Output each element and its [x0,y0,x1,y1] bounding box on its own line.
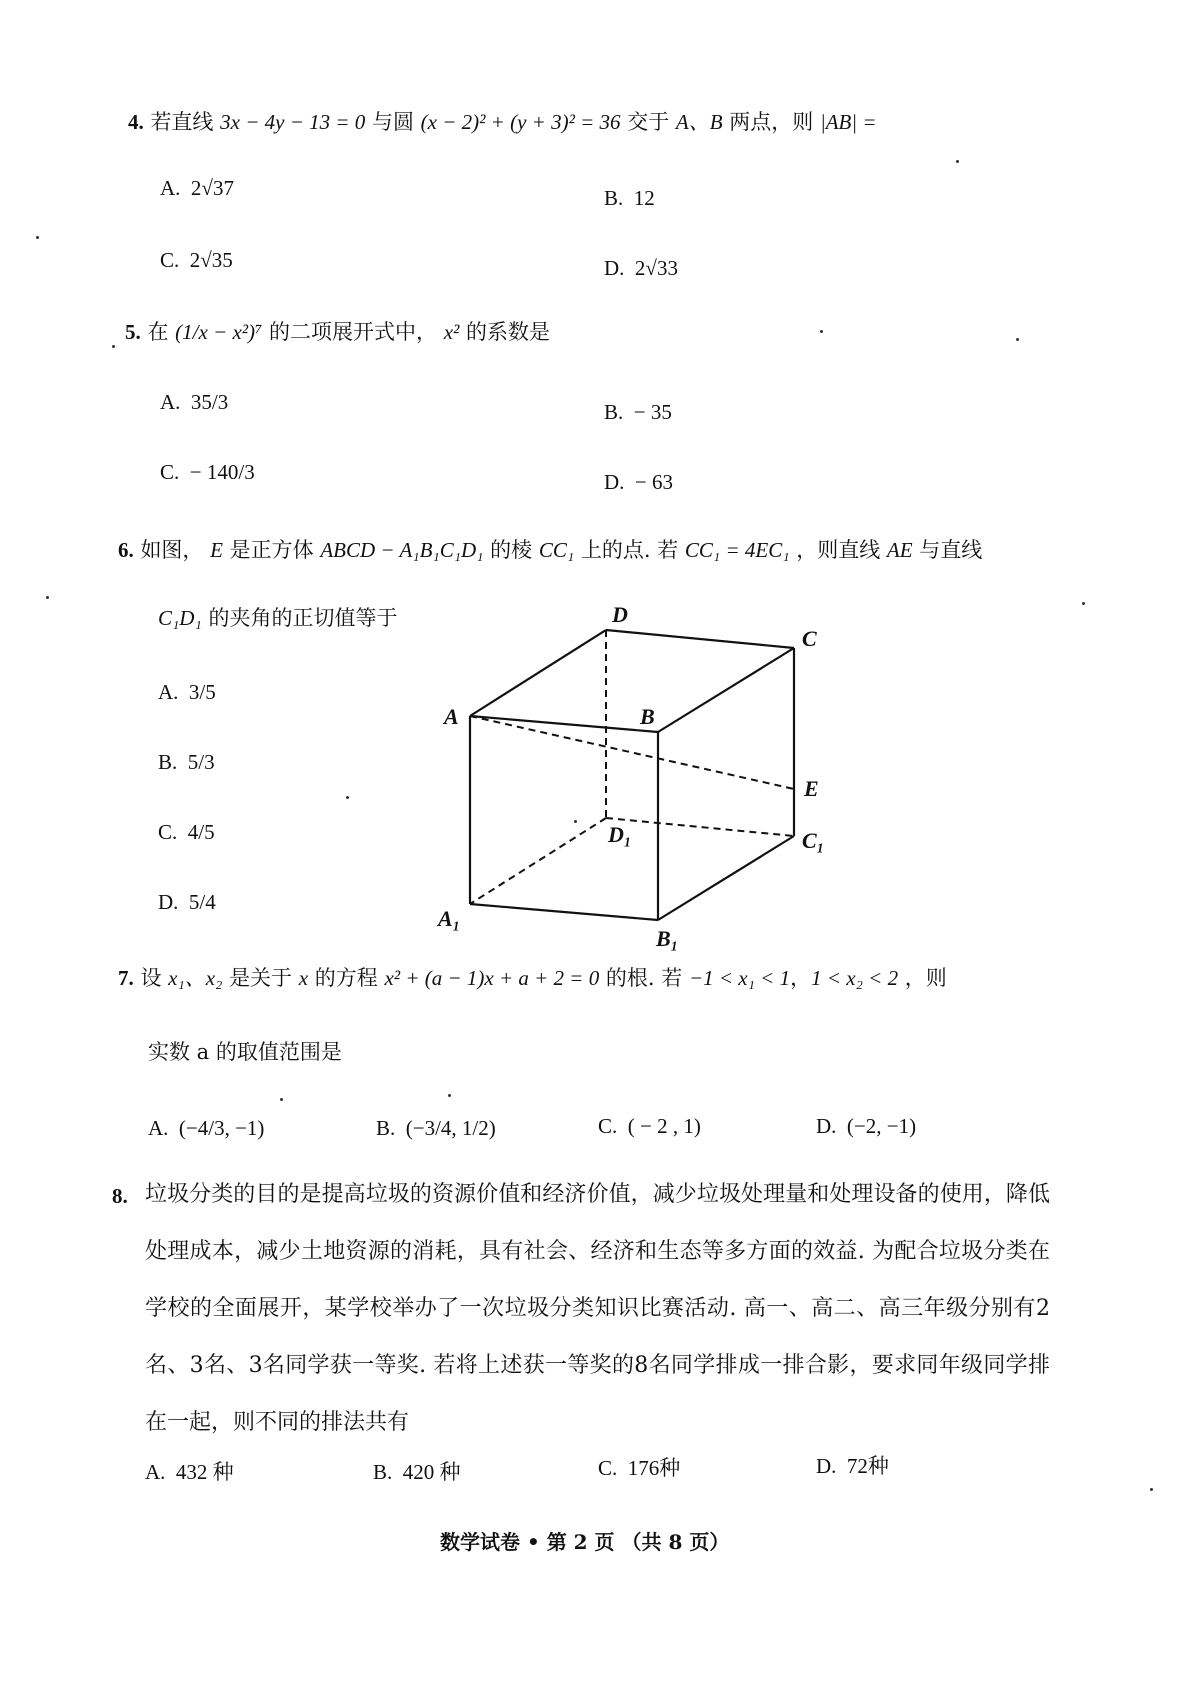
scan-speck [46,596,49,599]
scan-speck [346,796,349,799]
q7-option-c [598,1116,701,1137]
option-value: 2√35 [189,248,233,272]
q6-option-d [158,892,216,913]
option-value: 176种 [627,1456,681,1480]
q4-option-d [604,258,678,279]
option-value: ( − 2 , 1) [627,1114,701,1138]
label-B: B [640,704,655,729]
q4-text-a: 若直线 [150,110,214,134]
q4-option-a [160,178,234,199]
option-value: 420 种 [402,1460,461,1484]
scan-speck [956,160,959,163]
option-label: A. [160,390,181,414]
option-label: D. [604,470,625,494]
q7-number: 7. [118,966,134,990]
option-value: (−4/3, −1) [178,1116,265,1140]
q5-text-a: 在 [147,320,169,344]
label-E: E [804,776,819,801]
hidden-edge-D1C1 [606,818,794,836]
segment-AE [470,716,794,789]
option-label: C. [160,248,180,272]
option-label: B. [604,400,624,424]
q7-option-b [376,1118,496,1139]
q7-stem-line2 [148,1042,342,1063]
scan-speck [574,820,577,823]
option-label: D. [816,1454,837,1478]
option-label: C. [158,820,178,844]
option-label: A. [160,176,181,200]
q7-option-a [148,1118,264,1139]
q7-text-a: 设 [140,966,162,990]
q8-option-a [145,1462,234,1483]
scan-speck [112,345,115,348]
q6-line2: C₁D₁ [158,606,202,630]
option-value: (−3/4, 1/2) [405,1116,496,1140]
q7-text-b: 是关于 [229,966,293,990]
q7-option-d [816,1116,916,1137]
option-value: 432 种 [175,1460,234,1484]
option-label: B. [373,1460,393,1484]
option-value: 72种 [846,1454,889,1478]
option-label: C. [160,460,180,484]
q5-text-c: 的系数是 [466,320,551,344]
q6-edge: CC₁ [538,538,575,562]
edge-BA [470,716,658,732]
option-label: D. [816,1114,837,1138]
q8-option-d [816,1456,889,1477]
edge-CB [658,648,794,732]
label-A: A [444,704,459,729]
q7-text-c: 的方程 [314,966,378,990]
edge-A1B1 [470,904,658,920]
q7-var: x [298,966,309,990]
option-label: C. [598,1456,618,1480]
q7-text-e: ，则 [904,966,947,990]
option-label: C. [598,1114,618,1138]
q6-option-c [158,822,215,843]
option-value: 12 [633,186,655,210]
cube-figure [430,600,830,960]
q6-condition: CC₁ = 4EC₁ [684,538,790,562]
q6-text-a: 如图， [140,538,204,562]
edge-DC [606,630,794,648]
q8-option-b [373,1462,461,1483]
q6-point: E [210,538,223,562]
option-value: 2√37 [190,176,234,200]
q6-text-e: ，则直线 [796,538,881,562]
q5-text-b: 的二项展开式中， [269,320,438,344]
edge-B1C1 [658,836,794,920]
label-A1: A₁ [438,906,461,931]
option-value: − 63 [634,470,674,494]
option-value: 35/3 [190,390,229,414]
q5-option-a [160,392,228,413]
option-label: A. [145,1460,166,1484]
q5-expression: (1/x − x²)⁷ [175,320,263,344]
hidden-edge-D1A1 [470,818,606,904]
q4-text-c: 交于 [627,110,670,134]
option-value: − 140/3 [189,460,255,484]
label-B1: B₁ [656,926,679,951]
option-label: A. [158,680,179,704]
q8-paragraph: 垃圾分类的目的是提高垃圾的资源价值和经济价值，减少垃圾处理量和处理设备的使用，降低处理成本，减少土地资源的消耗，具有社会、经济和生态等多方面的效益. 为配合垃圾分类在学校的全面展开，某学校举办了一次垃圾分类知识比赛活动. 高一、高二、高三年级分别有2名、3名、3名同学获一等奖. 若将上述获一等奖的8名同学排成一排合影，要求同年级同学排在一起，则不同的排法共有 [145,1182,1050,1435]
label-D: D [612,602,628,627]
scan-speck [280,1098,283,1101]
q7-stem [118,968,947,989]
option-label: A. [148,1116,169,1140]
q4-text-d: 两点，则 [729,110,814,134]
page-footer: 数学试卷 • 第 2 页 （共 8 页） [440,1530,730,1554]
q7-cond2: 1 < x₂ < 2 [811,966,899,990]
option-value: 2√33 [634,256,678,280]
q6-text-d: 上的点. 若 [580,538,679,562]
q5-number: 5. [125,320,141,344]
scan-speck [1016,338,1019,341]
scan-speck [36,236,39,239]
q6-number: 6. [118,538,134,562]
q7-text-d: 的根. 若 [605,966,683,990]
q4-circle-equation: (x − 2)² + (y + 3)² = 36 [420,110,621,134]
q7-roots: x₁、x₂ [168,966,223,990]
option-label: B. [158,750,178,774]
scan-speck [448,1094,451,1097]
q7-equation: x² + (a − 1)x + a + 2 = 0 [384,966,600,990]
q6-stem [118,540,982,561]
option-value: (−2, −1) [846,1114,917,1138]
q7-sep: ， [790,966,812,990]
option-label: B. [604,186,624,210]
q6-text-c: 的棱 [490,538,533,562]
scan-speck [1150,1488,1153,1491]
q6-text-g: 的夹角的正切值等于 [208,606,398,630]
q6-option-b [158,752,215,773]
q8-option-c [598,1458,680,1479]
label-D1: D₁ [608,822,632,847]
q5-option-d [604,472,673,493]
q4-line-equation: 3x − 4y − 13 = 0 [220,110,366,134]
q5-option-b [604,402,672,423]
q6-stem-line2 [158,608,397,629]
q4-text-b: 与圆 [371,110,414,134]
q4-option-b [604,188,655,209]
option-label: B. [376,1116,396,1140]
option-value: 5/3 [187,750,215,774]
label-C1: C₁ [802,828,825,853]
q4-number: 4. [128,110,144,134]
option-label: D. [604,256,625,280]
label-C: C [802,626,817,651]
q4-option-c [160,250,233,271]
option-value: 4/5 [187,820,215,844]
scan-speck [1082,602,1085,605]
q6-line: AE [886,538,913,562]
q7-line2: 实数 a 的取值范围是 [148,1040,342,1064]
q5-term: x² [443,320,460,344]
option-label: D. [158,890,179,914]
q4-stem [128,112,877,133]
q5-option-c [160,462,255,483]
scan-speck [820,330,823,333]
option-value: 3/5 [188,680,216,704]
q6-text-f: 与直线 [919,538,983,562]
q6-option-a [158,682,216,703]
q7-cond1: −1 < x₁ < 1 [688,966,791,990]
q8-number: 8. [112,1184,128,1208]
q4-points: A、B [675,110,723,134]
q5-stem [125,322,550,343]
option-value: − 35 [633,400,672,424]
q6-text-b: 是正方体 [229,538,314,562]
edge-AD [470,630,606,716]
option-value: 5/4 [188,890,216,914]
q4-ask: |AB| = [819,110,877,134]
q6-cube: ABCD − A₁B₁C₁D₁ [320,538,484,562]
